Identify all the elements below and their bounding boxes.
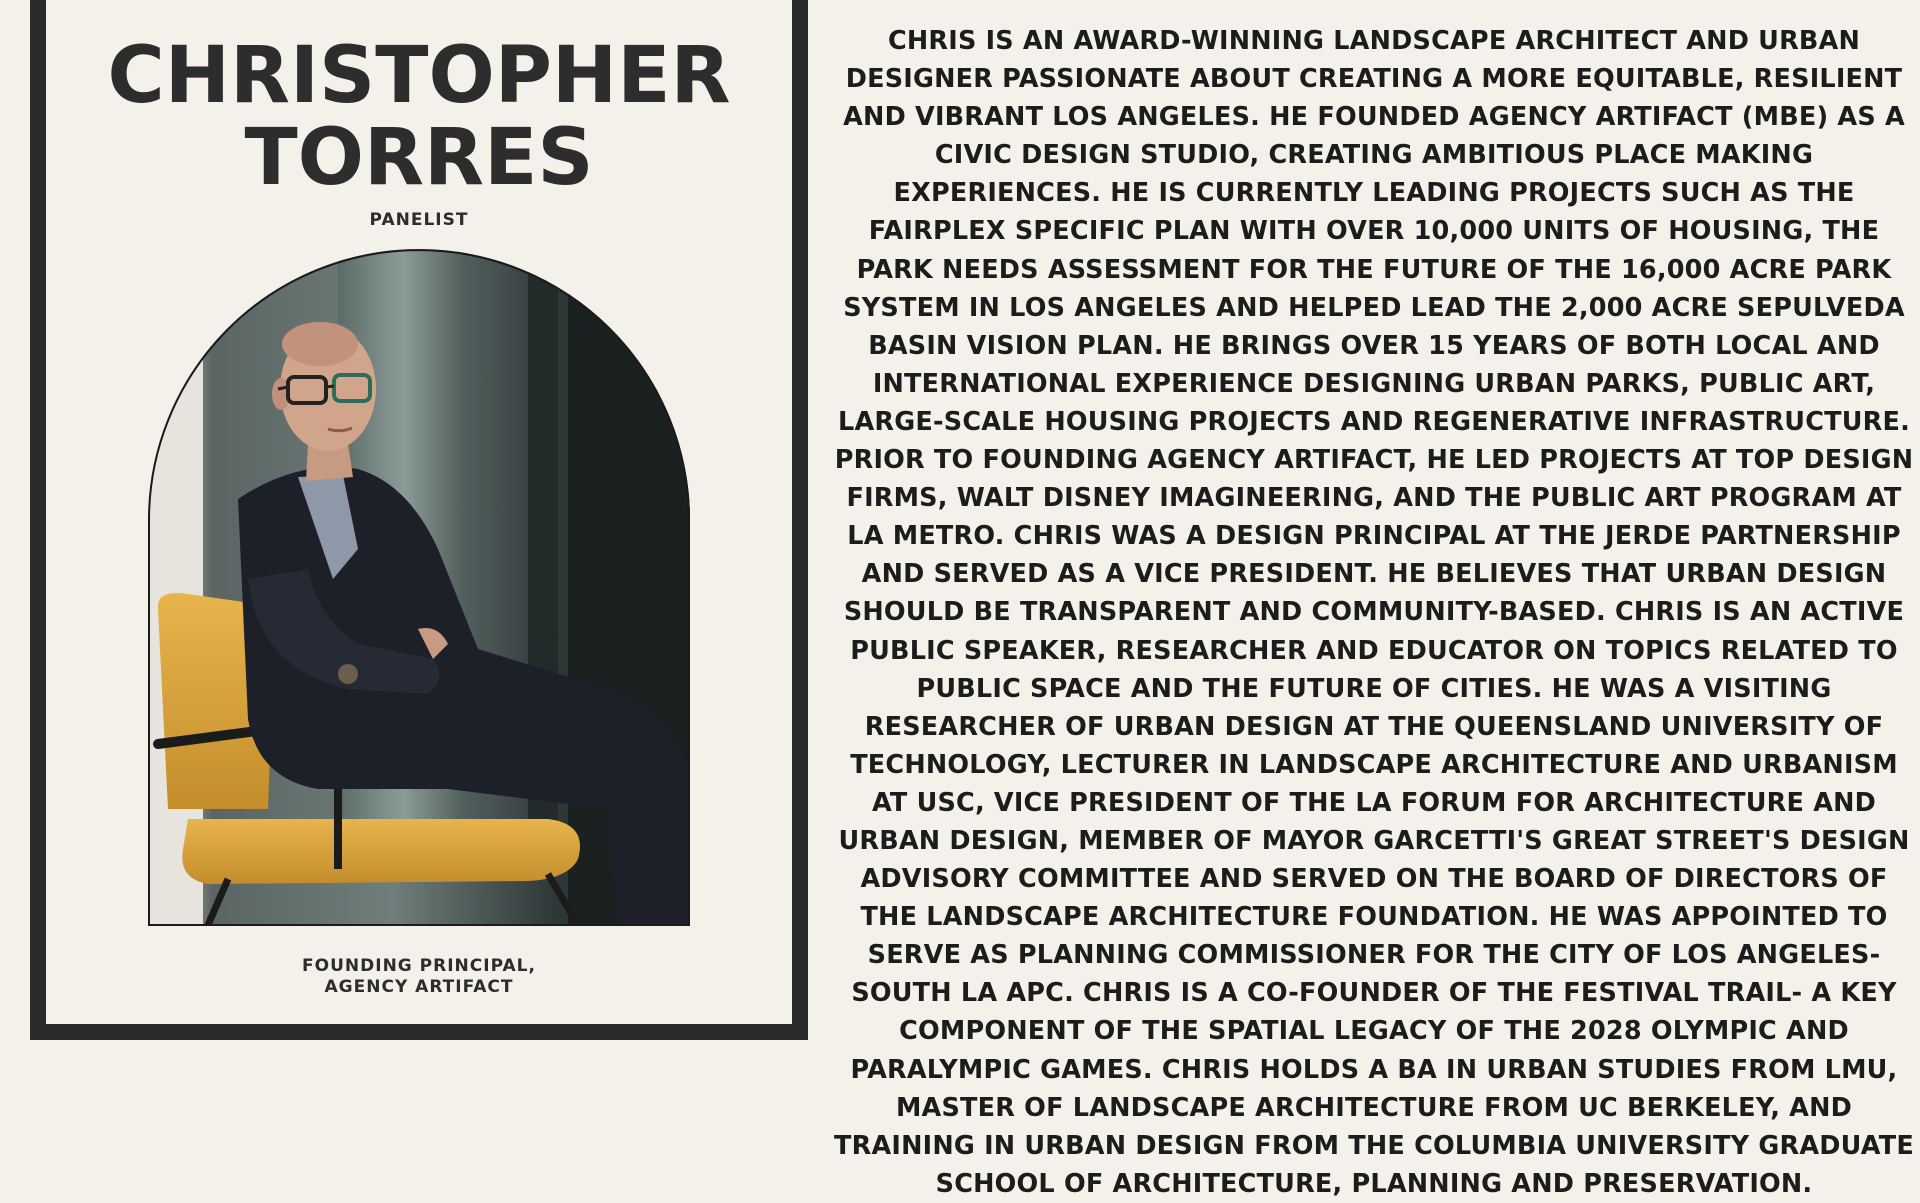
speaker-card — [30, 0, 808, 1040]
speaker-role: PANELIST — [369, 210, 469, 230]
speaker-last-name: TORRES — [244, 113, 594, 203]
affiliation-organization: AGENCY ARTIFACT — [324, 977, 514, 997]
speaker-bio: CHRIS IS AN AWARD-WINNING LANDSCAPE ARCHITECT AND URBAN DESIGNER PASSIONATE ABOUT CREATING A MORE EQUITABLE, RESILIENT AND VIBRANT LOS ANGELES. HE FOUNDED AGENCY ARTIFACT (MBE) AS A CIVIC DESIGN STUDIO, CREATING AMBITIOUS PLACE MAKING EXPERIENCES. HE IS CURRENTLY LEADING PROJECTS SUCH AS THE FAIRPLEX SPECIFIC PLAN WITH OVER 10,000 UNITS OF HOUSING, THE PARK NEEDS ASSESSMENT FOR THE FUTURE OF THE 16,000 ACRE PARK SYSTEM IN LOS ANGELES AND HELPED LEAD THE 2,000 ACRE SEPULVEDA BASIN VISION PLAN. HE BRINGS OVER 15 YEARS OF BOTH LOCAL AND INTERNATIONAL EXPERIENCE DESIGNING URBAN PARKS, PUBLIC ART, LARGE-SCALE HOUSING PROJECTS AND REGENERATIVE INFRASTRUCTURE. PRIOR TO FOUNDING AGENCY ARTIFACT, HE LED PROJECTS AT TOP DESIGN FIRMS, WALT DISNEY IMAGINEERING, AND THE PUBLIC ART PROGRAM AT LA METRO. CHRIS WAS A DESIGN PRINCIPAL AT THE JERDE PARTNERSHIP AND SERVED AS A VICE PRESIDENT. HE BELIEVES THAT URBAN DESIGN SHOULD BE TRANSPARENT AND COMMUNITY-BASED. CHRIS IS AN ACTIVE PUBLIC SPEAKER, RESEARCHER AND EDUCATOR ON TOPICS RELATED TO PUBLIC SPACE AND THE FUTURE OF CITIES. HE WAS A VISITING RESEARCHER OF URBAN DESIGN AT THE QUEENSLAND UNIVERSITY OF TECHNOLOGY, LECTURER IN LANDSCAPE ARCHITECTURE AND URBANISM AT USC, VICE PRESIDENT OF THE LA FORUM FOR ARCHITECTURE AND URBAN DESIGN, MEMBER OF MAYOR GARCETTI'S GREAT STREET'S DESIGN ADVISORY COMMITTEE AND SERVED ON THE BOARD OF DIRECTORS OF THE LANDSCAPE ARCHITECTURE FOUNDATION. HE WAS APPOINTED TO SERVE AS PLANNING COMMISSIONER FOR THE CITY OF LOS ANGELES- SOUTH LA APC. CHRIS IS A CO-FOUNDER OF THE FESTIVAL TRAIL- A KEY COMPONENT OF THE SPATIAL LEGACY OF THE 2028 OLYMPIC AND PARALYMPIC GAMES. CHRIS HOLDS A BA IN URBAN STUDIES FROM LMU, MASTER OF LANDSCAPE ARCHITECTURE FROM UC BERKELEY, AND TRAINING IN URBAN DESIGN FROM THE COLUMBIA UNIVERSITY GRADUATE SCHOOL OF ARCHITECTURE, PLANNING AND PRESERVATION. — [834, 26, 1914, 1199]
affiliation-title: FOUNDING PRINCIPAL, — [302, 956, 536, 976]
speaker-affiliation — [46, 956, 792, 998]
speaker-first-name: CHRISTOPHER — [107, 31, 731, 121]
portrait-photo — [148, 249, 690, 925]
